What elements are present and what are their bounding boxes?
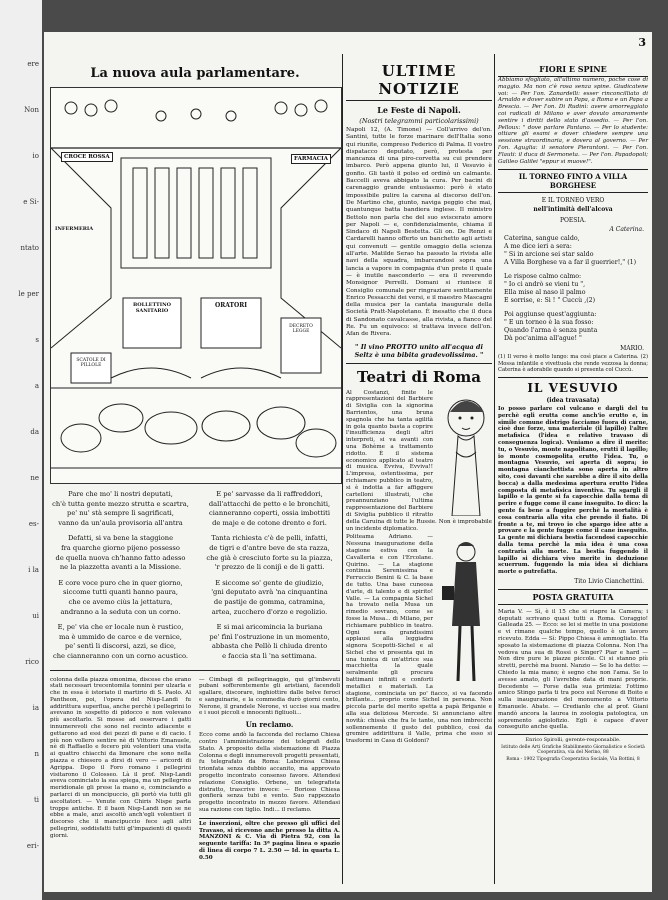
poem-right-line: pe' fìnì l'ostruzione in un momento, (209, 632, 330, 641)
adjacent-page-fragment: eri- (26, 842, 39, 850)
torneo-subtitle-1: E IL TORNEO VERO (541, 197, 605, 205)
adjacent-page-fragment: es- (28, 520, 39, 528)
sign-bollettino: BOLLETTINO SANITARIO (132, 302, 172, 314)
poesia-line: E sorrise, e: Si ! " Cuccù ,(2) (504, 297, 596, 305)
footer-tipografia: Roma - 1902 Tipografia Cooperativa Sociale, Via Bottini, 8 (506, 757, 640, 763)
adjacent-page-fragment: ntato (20, 244, 39, 252)
adjacent-page-margin (0, 0, 42, 900)
poesia-line: Caterina, sangue caldo, (504, 235, 580, 243)
adjacent-page-fragment: e Si- (23, 198, 39, 206)
poesia-notes: (1) Il verso è molto lungo: ma così piace a Caterina. (2) Mossa infantile e vivettuola che rende vezzosa la donna; Caterina è adorabile quando si presenta col Cuccù. (498, 354, 648, 373)
poem-left-line: ch'è tutta gente mezzo strutta e scartra, (52, 499, 189, 508)
poem-right-line: che già è cresciuto forte su la piazza, (206, 553, 333, 562)
sign-pillole: SCATOLE DI PILLOLE (76, 358, 106, 368)
poesia-line: " E un torneo è la sua fosso: (504, 319, 594, 327)
vesuvio-author: Tito Livio Cianchettini. (574, 577, 644, 585)
poem-left-line: vanno da un'aula provisoria all'antra (58, 518, 183, 527)
adjacent-page-fragment: Non (24, 106, 39, 114)
poesia-line: Le rispose calmo calmo: (504, 273, 582, 281)
teatri-others-text: Politeama Adriano. — Nessuna inaugurazione della stagione estiva con la Cavalleria e con l'Ercolane. Quirino. — La stagione continua Serenissima e Ferruccio Benini & C. la base de tutto. Una base cuneosa d'arte, di talento e di spirito! Valle. — La compagnia Sichel ha trovato nella Musa un rimedio sovrano, come se fosse la Musa... di Milano, per richiamare pubblico in teatro. Ogni sera grandissimi applausi alla leggiadra signora Scepotti-Sichel e al Sichel che vi presenta qui in una tunica di un'attrice sua macchietta la quale seralmente gli procura battimani infiniti e conforti metallici e materiali. La stagione, cominciata un po' fiacco, si va facendo brillante... proprio come Sichel in persona. Non piccola parte del merito spetta a papà Briganie e alla sua deliziosa Mercede. Si annunciano altre novità: chissà che fra le tante, una non imbrecchi sollennemente il gusto del pubblico, così da gremire addirittura il Valle, prima che esso si trasformi in Casa di Goldoni? (346, 534, 492, 745)
article-pellegrini: colonna della piazza omonima, discese che erano stati necessari trecentomila tonnini per ulzarla e che in essa è istoriato il martirio di S. Paolo. Al Pantheon, poi, l'opera del Nisp-Landi fu addirittura superflua, anche perchè i pellegrini lo avevano in sospetto di pidocco e non volevano più ascoltarlo. Si mosse ad osservare i gatti innumerevoli che sono nel recinto adiacente e gettarono ad essi dei pezzi di pane e di cacio. I più non vollero sentire nè di Vittorio Emanuele, nè di Raffaello e fecero più volentieri una visita ai quattro chiacchi da limonare che sono nella piazza e chiesero a dirsi di vero — aricordi di Agrippa. Dopo il Foro romano i pellegrini visitarono il Colosseo. Là il prof. Nisp-Landi aveva cominciato la sua spiega, ma un pellegrino meridionale gli prese la mano e, cominciando a parlarci di un moncipuccio, gli portò via tutti gli ascoltatori. — Venute con Chiris Nispe parla troppe antiche. E il baon Nisp-Landi non se ne ebbe a male, anzi ascoltò anch'egli volentieri il discorso che il mancipuccio fece agli altri pellegrini, soddisfatti tutti gl'impazienti di questi giorni. (50, 676, 191, 839)
poem-left-line: ma è ummido de carce e de vernice, (59, 632, 182, 641)
feste-napoli-title: Le Feste di Napoli. (377, 105, 461, 115)
sign-decreto: DECRETO LEGGE (289, 324, 313, 334)
column-rule (494, 54, 495, 884)
vesuvio-text: Io posso parlare col vulcano e dargli del tu perchè egli erutta come anch'io erutto e, in simile comune distrigo facciamo fuora di carne, cioè due forze, una materiale (il lapillo) l'altre metafisica (l'idea e relativo travaso di conseguenza logica). Veniamo a dire il merito: tu, o Vesuvio, monte napolitano, erutti il lapillo; io monte cosmopolita erutto l'idea. Tu, o montagna Vesuvio, sei aperta di sopra; io montagna cianchettista sono aperta in altro sito, così davanti che sarebbe a dire il sito della bocca) a dalla medesima apertura erutto l'idea composta di metafisica inventiva. Tu sgargli il lapillo e la gente si fa capocchie dalla tema di perire e fugge come il cane inseguito. Io dico: la gente fa bene a fuggire perchè la mortalità è cosa contraria alla vita che prendo il fiato. Di fronte a te, mi trovo io che spargo idee atte a provare e la gente fugge come il cane inseguito. La gente mi dichiara bestia facendosi capocchie dalla tema perchè la mia idea è una cosa contraria alla morte. La bestia fuggendo il lapillo si dichiara vivo merite in deduzione scuerrum. fuggendo la mia idea si dichiara morte o putrefatta. (498, 405, 648, 576)
teatri-title: Teatri di Roma (357, 367, 481, 386)
adjacent-page-fragment: rico (25, 658, 39, 666)
adjacent-page-fragment: io (32, 152, 39, 160)
reclamo-title: Un reclamo. (245, 720, 294, 730)
poem-right-line: dall'attacchi de petto e le bronchiti, (208, 499, 331, 508)
sign-oratori: ORATORI (214, 302, 248, 309)
poem-left-line: Pare che mo' li nostri deputati, (68, 490, 173, 498)
adjacent-page-fragment: le per (18, 290, 39, 298)
poem-right-line: E pe' sarvasse da li raffreddori, (216, 490, 323, 498)
poem-left-stanzas (50, 490, 191, 662)
adjacent-page-fragment: da (30, 428, 39, 436)
middle-column (346, 52, 492, 745)
poem-right-line: E si mai aricomincia la buriana (216, 623, 323, 632)
newspaper-page (44, 32, 652, 892)
column-rule (342, 54, 343, 884)
teatri-costanzi-text: Al Costanzi, finite le rappresentazioni del Barbiere di Siviglia con la signorina Barrientos, una bruna spagnola che ha tanta agilità in gola quanto basta a coprire l'insufficienza degli altri interpreti, si va avanti con una Bohème a trattamento ridotto. È il sistema economico applicato al teatro di musica. Evviva, Evviva!! L'impresa, ostentissima, per richiamare pubblico in teatro, si è indotta a far affiggere cartelloni illustrati, che preannunziano l'ultima rappresentazione del Barbiere di Siviglia pubblico il ritratto della Caruina di tutte le Russie. Non è improbabile un incidente diplomatico. (346, 389, 492, 532)
footer-gerente: Enrico Spirolli, gerente-responsabile. (525, 737, 621, 744)
poem-right-line: de tigri e d'antre beve de sta razza, (209, 543, 330, 552)
poesia-author: MARIO. (620, 345, 644, 353)
adjacent-page-fragment: ne (30, 474, 39, 482)
caricature-figure-illustration (436, 536, 492, 686)
poem-left-line: che cianneranno con un corno acustico. (53, 651, 188, 660)
poem-left-line: siccome tutti quanti hanno paura, (63, 588, 178, 597)
poem-right-line: E siccome so' gente de giudizio, (215, 578, 324, 587)
feste-napoli-text: Napoli 12, (A. Timone) — Coll'arrivo del'on. Santini, tutte le forze marinare dell'Italia sono qui riunite, compreso Federico di Palma. Il vostro dispatacco deputato, però, protesta per mancanza di una piro-corvetta su cui prendere imbarco. Però appena giunto lui, il Vesuvio è gonfio. Gli tastò il polso ed ordinò un calmante. Baccelli aveva abbigato la cura. Per bacini di carenaggio grande entusiasmo: però è stato impossibile pulire la carena al discorso dell'on. De Martino che, giunto, naviga peggio che mai, quantunque batta bandiera inglese. Il ministro Bettolo non parla che del suo svisceratо amore per Napoli — e, confidenzialmente, chiama il Sindaco di Napoli Bestetta. Gli on. De Renzi e Cardarelli hanno offerto un banchetto agli artisti qui convenuti — gentile omaggio della scienza all'arte. Matilde Serao ha passato la rivista alle navi della squadra, imbarcandosi sopra una lancia a vapore in compagnia d'un prete il quale — è inutile nasconderlo — era il reverendo Monsignor Perrelli. Domani si riunisce il Consiglio comunale per ringraziare sentitamente Enrico Pessacchi dei versi, e il maestro Mascagni della musica per la cantata inaugurale della Società Pratt-Napoletano. È inesatto che il duca di Sandonato cavalcasse, alla rivista, a fianco del Re. Fu un equivoco: si trattava invece dell'on. Afan de Rivera. (346, 127, 492, 338)
ultime-notizie-title: ULTIME NOTIZIE (346, 62, 492, 101)
poesia-line: Ella mise al naso il palmo (504, 289, 586, 297)
adjacent-page-fragment: ui (32, 612, 39, 620)
poesia-line: " Si in arcione sei star saldo (504, 251, 594, 259)
poem-right-line: e faccia sta lì 'na settimana. (222, 651, 317, 660)
posta-gratuita-title: POSTA GRATUITA (498, 589, 648, 605)
page-number: 3 (638, 36, 646, 49)
adjacent-page-fragment: ia (32, 704, 39, 712)
poem-left-line: Defatti, si va bene la staggione (67, 534, 174, 543)
teatri-text-2 (346, 534, 492, 745)
poesia-line: A me dice ieri a sera: (504, 243, 572, 251)
poesia-line: Dà poc'anima all'ague! " (504, 335, 582, 343)
footer-istituto: Istituto delle Arti Grafiche Stabilimento Giornalistico e Società Cooperativa, via del Nerino, 88 (501, 745, 645, 756)
poem-right-line: 'gni deputato avrà 'na cinquantina (211, 588, 328, 597)
adjacent-page-fragment: s (35, 336, 39, 344)
adjacent-page-fragment: i la (28, 566, 39, 574)
vesuvio-title: IL VESUVIO (527, 380, 619, 395)
torneo-subtitle-2: nell'intimità dell'alcova (533, 206, 613, 214)
poem-left-line: che ce avemo ciùs la jettatura, (68, 597, 173, 606)
vesuvio-subtitle: (idea travasata) (546, 396, 600, 404)
reclamo-text: Ecco come andò la faccenda del reclamo Chiesa contro l'amministrazione dei telegrafi dello Stato. A proposito della sistemazione di Piazza Colonna e degli innumerevoli progetti presentati, fu telegrafato da Roma: Laboriosa Chiesa trionfata senza dubbio accanito, ma approvato progetto incontrato consenso favore. Attendesi relazione Consiglio. Orbene, un telegrafista distratto, trascrive invece: — Borioso Chiesa gonfierà senza tubi e vento. Suo rappezzato progetto incontrato in mezzo favore. Attendasi sua razione con tiglio. Indi... il reclamo. (199, 732, 340, 814)
adjacent-page-fragment: ere (27, 60, 39, 68)
poesia-line: A Villa Borghese va a far il guerrier!," (1) (504, 259, 637, 267)
poem-left-line: pe' sentì li discorsi, azzi, se dice, (64, 642, 177, 651)
poem-right-line: de maje e de cotone drento e fori. (212, 518, 327, 527)
poem-right-line: 'r prezzo de li conijì e de li gatti. (214, 563, 325, 572)
poem-right-line: cianneranno coperti, ossia imbottiti (209, 509, 330, 518)
sign-farmacia: FARMACIA (291, 154, 331, 164)
fiori-spine-text: Abbiamo sfogliato, all'ultimo numero, poche cose di maggio. Ma non c'è rosa senza spine. Giudicatene voi: — Per l'on. Zanardelli: esser rinconcilliato di Arnaldo e dover subire un Papa, a Roma e un Papa a Brescia. — Per l'on. Di Rudinì: avere amorreggiato coi radicali di Milano e aver dovuto amaramente sentire i diritti dello stato d'assedio. — Per l'on. Pelloux: " dove parlare Pantano. — Per lo studente: ottiare gli esami e dover chiedere sempre una sessione straordinaria, e dovera al governo. — Per l'on. Agugliа: il senatore Pierantoni. — Per l'on. Flauti: il duca di Sermoneta. — Per l'on. Papadopoli; Galileo Galilei "eppur si muove!". (498, 77, 648, 165)
poem-left-line: ne la piazzetta avanti a la Missione. (59, 563, 182, 572)
torneo-title: IL TORNEO FINTO A VILLA BORGHESE (498, 169, 648, 193)
poesia-label: POESIA. (559, 217, 587, 225)
poem-left-line: E core voce puro che in quer giorno, (58, 578, 183, 587)
sign-croce-rossa: CROCE ROSSA (61, 152, 113, 162)
poesia-lines (498, 235, 648, 343)
poesia-line: " Io ci andrò se vieni tu ", (504, 281, 586, 289)
posta-gratuita-text: Maria V. — Sì, è il 15 che si riapre la Camera; i deputati scrivano quasi tutti a Roma. Coraggio! Galleada 25. — Ecco: se lei si mette in una posizione e vi rimane qualche tempo, quello è un lavoro ricevuto. Edda — Sì: Pippo Chiesa è ammogliato. Ha sposato la sistemazione di piazza Colonna. Non l'ha vedova una sua di Rossi o Singer? Piar e hard — Non dire pure le piazze piccole. Ci si stanno più stretti, perchè ma buoni. Nanzio — Se lo ha detto: — Chiedo la mia mano; è segno che non l'ama. Se lo avesse amato, gli l'avrebbe data di mani proprie. Decedente — Forse dalla sua primizia: l'ottimo amico Stingo parla ti tra poco sul Nerone di Boito e sulla inaugurazione del monumento a Vittorio Emanuele. Abate. — Credianlo che al prof. Giani mandò ancora la laurea in zoologia patologica, un sopremento agiolofizio. Egli è capace d'aver conseguito anche quella. (498, 608, 648, 731)
left-column (50, 52, 340, 862)
headline-aula: La nuova aula parlamentare. (90, 66, 300, 81)
adjacent-page-fragment: ti (33, 796, 39, 804)
article-pellegrinaggio-intro: — Cimbagi di pellegrinaggio, qui gl'imbevuti pubani sofferentemente gli aristiani, facendoli sgallare, discorare, inghiottire dalle belve feroci e sanguinarie, e la commedia durò giorni cento, Nerone, il grandele Nerone, vi uccise sua madre e i suoi piccoli e innocenti figliuoli... (199, 676, 340, 717)
poem-left-line: fra quarche giorno pijeno possesso (61, 543, 180, 552)
poesia-line: Poi aggiunse quest'aggiunta: (504, 311, 597, 319)
left-bottom-articles (50, 677, 340, 862)
poem-right-line: abbasta che Pellò li chiuda drento (211, 642, 328, 651)
poem-right-line: artea, zucchero d'orzo e regolizio. (211, 607, 328, 616)
feste-napoli-subtitle: (Nostri telegrammi particolarissimi) (359, 117, 479, 125)
poem-left-line: E, pe' via che er locale nun è rustico, (57, 623, 184, 632)
sign-infermeria: INFERMERIA (55, 226, 94, 232)
adjacent-page-fragment: a (34, 382, 39, 390)
advertising-notice: Le inserzioni, oltre che presso gli uffici del Travaso, si ricevono anche presso la ditta A. MANZONI & C. Via di Pietra 92, con la seguente tariffa: In 3ª pagina linea o spazio di linea di corpo 7 L. 2.50 — Id. in quarta L. 0.50 (199, 818, 340, 862)
poem-right-stanzas (199, 490, 340, 662)
poesia-dedication: A Caterina. (609, 226, 644, 234)
poem-block (50, 490, 340, 662)
protto-slogan: " Il vino PROTTO unito all'acqua di Seltz è una bibita gradevolissima. " (354, 342, 484, 359)
poem-right-line: Tanta richiesta c'è de pelli, infatti, (211, 534, 328, 543)
adjacent-page-fragment: n (34, 750, 39, 758)
poem-left-line: pe' nu' stà sempre lì sagrificati, (67, 509, 174, 518)
poesia-line: Quando l'arma è senza punta (504, 327, 598, 335)
portrait-singer-illustration (436, 392, 492, 516)
cartoon-parliament-hall (50, 87, 342, 484)
teatri-text-1 (346, 390, 492, 533)
right-column (498, 52, 648, 764)
fiori-spine-title: FIORI E SPINE (498, 64, 648, 77)
poem-left-line: andranno a la seduta con un corno. (60, 607, 181, 616)
poem-right-line: de pastije de gomma, catramina, (213, 597, 326, 606)
poem-left-line: de quella nuova ch'hanno fatto adesso (55, 553, 186, 562)
